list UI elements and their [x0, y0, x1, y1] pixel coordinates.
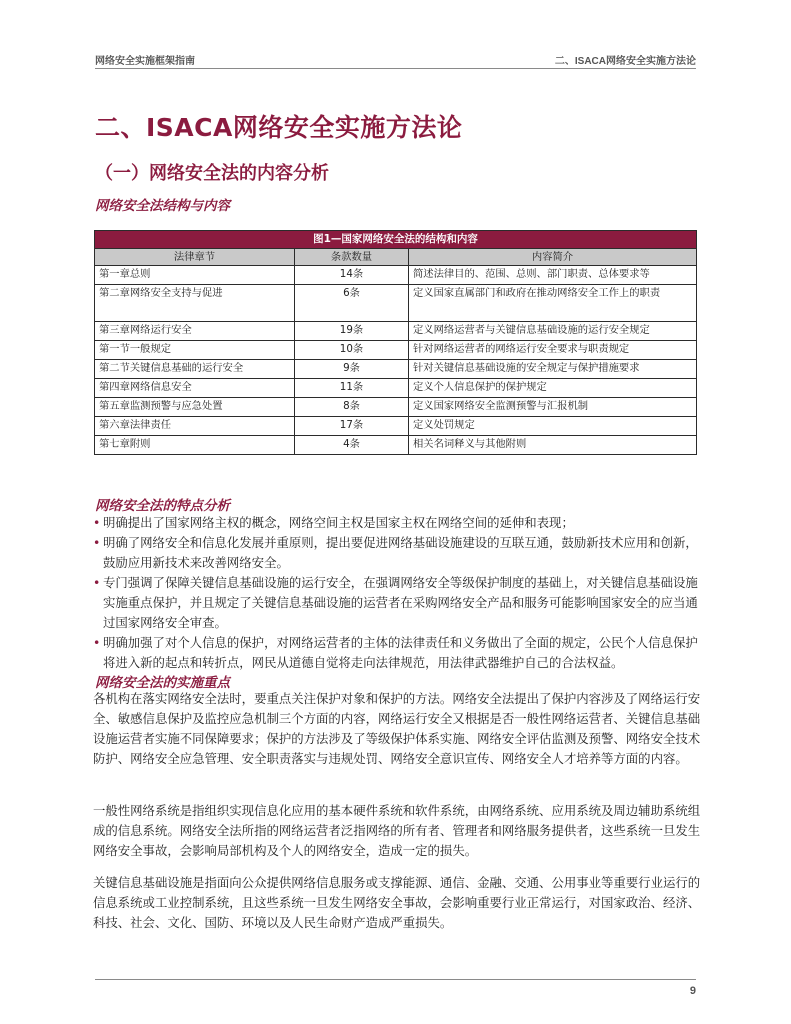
table-row — [95, 360, 697, 379]
cell-count: 6条 — [295, 285, 409, 322]
column-header-count: 条款数量 — [295, 249, 409, 266]
cell-chapter: 第三章网络运行安全 — [95, 322, 295, 341]
cell-summary: 针对关键信息基础设施的安全规定与保护措施要求 — [409, 360, 697, 379]
cell-count: 11条 — [295, 379, 409, 398]
paragraph: 一般性网络系统是指组织实现信息化应用的基本硬件系统和软件系统，由网络系统、应用系统及周边辅助系统组成的信息系统。网络安全法所指的网络运营者泛指网络的所有者、管理者和网络服务提供者，这些系统一旦发生网络安全事故，会影响局部机构及个人的网络安全，造成一定的损失。 — [93, 803, 701, 858]
running-header — [95, 52, 696, 68]
column-header-summary: 内容简介 — [409, 249, 697, 266]
table-row — [95, 341, 697, 360]
cell-summary: 定义处罚规定 — [409, 417, 697, 436]
bullet-icon: • — [93, 575, 101, 590]
table-header-row — [95, 249, 697, 266]
table-caption: 图1—国家网络安全法的结构和内容 — [95, 231, 697, 249]
bullet-icon: • — [93, 635, 101, 650]
bullet-icon: • — [93, 535, 101, 550]
cell-summary: 定义个人信息保护的保护规定 — [409, 379, 697, 398]
cell-chapter: 第二章网络安全支持与促进 — [95, 285, 295, 322]
header-doc-title: 网络安全实施框架指南 — [95, 56, 195, 67]
cell-count: 8条 — [295, 398, 409, 417]
table-row — [95, 285, 697, 322]
table-row — [95, 417, 697, 436]
cell-summary: 定义网络运营者与关键信息基础设施的运行安全规定 — [409, 322, 697, 341]
paragraph: 各机构在落实网络安全法时，要重点关注保护对象和保护的方法。网络安全法提出了保护内容涉及了网络运行安全、敏感信息保护及监控应急机制三个方面的内容，网络运行安全又根据是否一般性网络运营者、关键信息基础设施运营者实施不同保障要求；保护的方法涉及了等级保护体系实施、网络安全评估监测及预警、网络安全技术防护、网络安全应急管理、安全职责落实与违规处罚、网络安全意识宣传、网络安全人才培养等方面的内容。 — [93, 691, 701, 766]
list-item — [93, 513, 703, 533]
table-row — [95, 398, 697, 417]
header-chapter-title: 二、ISACA网络安全实施方法论 — [554, 56, 696, 67]
subheading-features: 网络安全法的特点分析 — [95, 498, 230, 514]
list-item-text: 明确加强了对个人信息的保护，对网络运营者的主体的法律责任和义务做出了全面的规定，公民个人信息保护将进入新的起点和转折点，网民从道德自觉将走向法律规范，用法律武器维护自己的合法权益。 — [103, 635, 698, 670]
table-row — [95, 379, 697, 398]
law-structure-table — [94, 230, 697, 455]
cell-summary: 相关名词释义与其他附则 — [409, 436, 697, 455]
footer-divider — [95, 979, 696, 980]
section-title: （一）网络安全法的内容分析 — [95, 163, 329, 184]
subheading-focus: 网络安全法的实施重点 — [95, 675, 230, 691]
cell-chapter: 第六章法律责任 — [95, 417, 295, 436]
cell-chapter: 第四章网络信息安全 — [95, 379, 295, 398]
header-divider — [95, 68, 696, 69]
cell-summary: 针对网络运营者的网络运行安全要求与职责规定 — [409, 341, 697, 360]
cell-chapter: 第一章总则 — [95, 266, 295, 285]
list-item — [93, 633, 703, 673]
paragraph: 关键信息基础设施是指面向公众提供网络信息服务或支撑能源、通信、金融、交通、公用事业等重要行业运行的信息系统或工业控制系统，且这些系统一旦发生网络安全事故，会影响重要行业正常运行，对国家政治、经济、科技、社会、文化、国防、环境以及人民生命财产造成严重损失。 — [93, 875, 701, 930]
list-item — [93, 533, 703, 573]
cell-count: 10条 — [295, 341, 409, 360]
table-row — [95, 266, 697, 285]
list-item — [93, 573, 703, 633]
table-caption-row — [95, 231, 697, 249]
cell-count: 9条 — [295, 360, 409, 379]
column-header-chapter: 法律章节 — [95, 249, 295, 266]
page-title: 二、ISACA网络安全实施方法论 — [95, 113, 463, 142]
list-item-text: 明确提出了国家网络主权的概念，网络空间主权是国家主权在网络空间的延伸和表现； — [103, 515, 574, 530]
cell-chapter: 第二节关键信息基础的运行安全 — [95, 360, 295, 379]
bullet-icon: • — [93, 515, 101, 530]
cell-chapter: 第五章监测预警与应急处置 — [95, 398, 295, 417]
list-item-text: 明确了网络安全和信息化发展并重原则，提出要促进网络基础设施建设的互联互通，鼓励新技术应用和创新，鼓励应用新技术来改善网络安全。 — [103, 535, 698, 570]
list-item-text: 专门强调了保障关键信息基础设施的运行安全，在强调网络安全等级保护制度的基础上，对关键信息基础设施实施重点保护，并且规定了关键信息基础设施的运营者在采购网络安全产品和服务可能影响国家安全的应当通过国家网络安全审查。 — [103, 575, 698, 630]
cell-count: 14条 — [295, 266, 409, 285]
table-row — [95, 436, 697, 455]
cell-count: 17条 — [295, 417, 409, 436]
features-list — [93, 513, 703, 673]
cell-summary: 定义国家网络安全监测预警与汇报机制 — [409, 398, 697, 417]
cell-summary: 定义国家直属部门和政府在推动网络安全工作上的职责 — [409, 285, 697, 322]
cell-chapter: 第一节一般规定 — [95, 341, 295, 360]
page-number: 9 — [689, 985, 696, 997]
table-row — [95, 322, 697, 341]
cell-summary: 简述法律目的、范围、总则、部门职责、总体要求等 — [409, 266, 697, 285]
subheading-structure: 网络安全法结构与内容 — [95, 198, 230, 214]
cell-count: 4条 — [295, 436, 409, 455]
cell-count: 19条 — [295, 322, 409, 341]
cell-chapter: 第七章附则 — [95, 436, 295, 455]
